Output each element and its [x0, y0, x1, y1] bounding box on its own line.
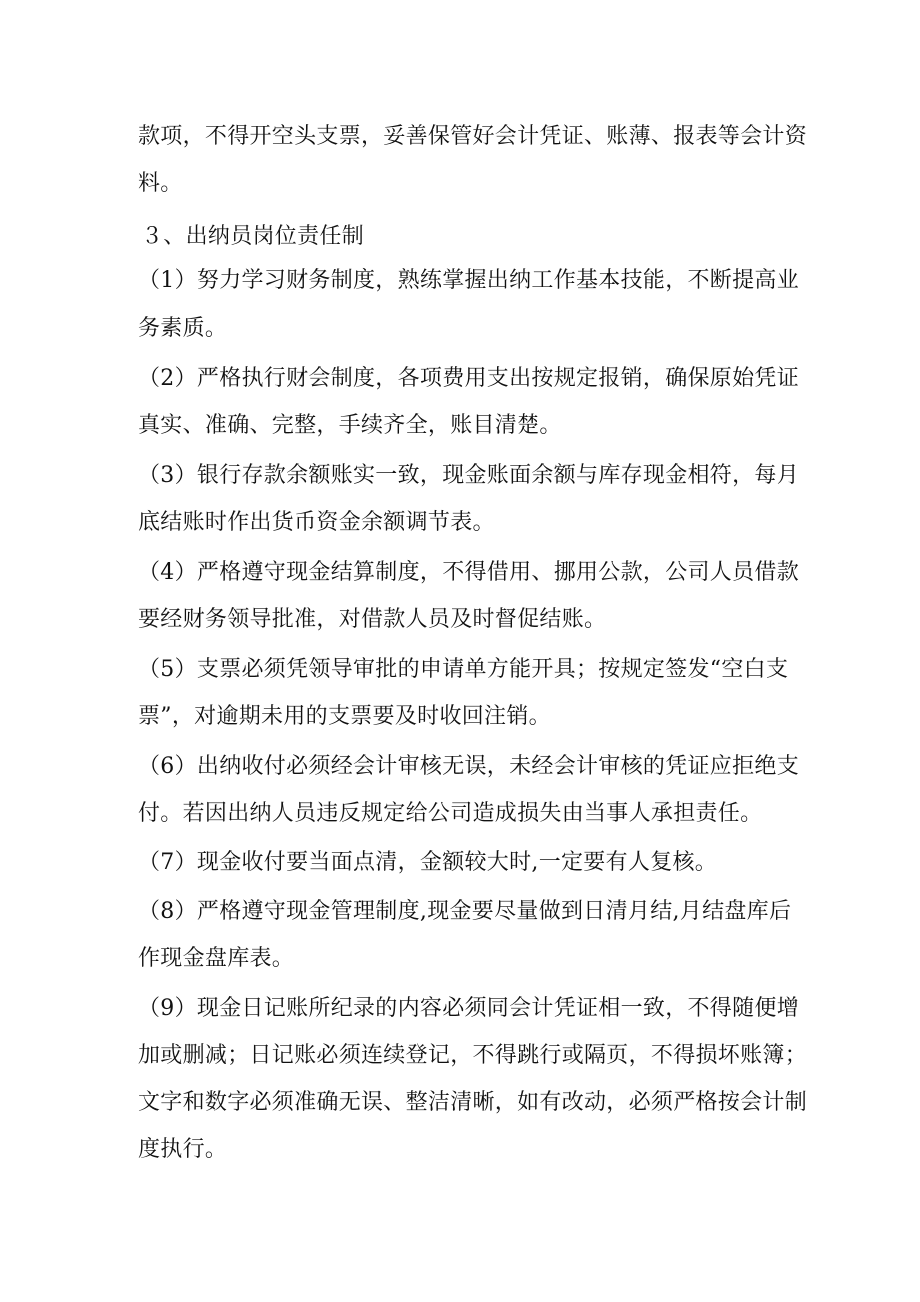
text-line: （4）严格遵守现金结算制度，不得借用、挪用公款，公司人员借款 — [138, 560, 799, 585]
text-line: （6）出纳收付必须经会计审核无误，未经会计审核的凭证应拒绝支 — [138, 754, 799, 779]
text-line: （7）现金收付要当面点清，金额较大时,一定要有人复核。 — [138, 850, 718, 875]
section-heading: ３、出纳员岗位责任制 — [141, 224, 365, 249]
text-line: 度执行。 — [138, 1137, 228, 1162]
text-line: 作现金盘库表。 — [138, 946, 295, 971]
text-line: （1）努力学习财务制度，熟练掌握出纳工作基本技能，不断提高业 — [138, 268, 799, 293]
text-line: 付。若因出纳人员违反规定给公司造成损失由当事人承担责任。 — [138, 801, 763, 826]
text-line: 务素质。 — [138, 316, 228, 341]
text-line: 加或删减；日记账必须连续登记，不得跳行或隔页，不得损坏账簿； — [138, 1043, 808, 1068]
text-line: 真实、准确、完整，手续齐全，账目清楚。 — [138, 413, 562, 438]
text-line: 文字和数字必须准确无误、整洁清晰，如有改动，必须严格按会计制 — [138, 1090, 808, 1115]
text-line: 料。 — [138, 171, 183, 196]
text-line: 底结账时作出货币资金余额调节表。 — [138, 510, 495, 535]
text-line: 要经财务领导批准，对借款人员及时督促结账。 — [138, 607, 607, 632]
text-line: 票”，对逾期未用的支票要及时收回注销。 — [138, 704, 551, 729]
text-line: （2）严格执行财会制度，各项费用支出按规定报销，确保原始凭证 — [138, 366, 799, 391]
text-line: （3）银行存款余额账实一致，现金账面余额与库存现金相符，每月 — [138, 463, 799, 488]
text-line: （8）严格遵守现金管理制度,现金要尽量做到日清月结,月结盘库后 — [138, 899, 792, 924]
text-line: （9）现金日记账所纪录的内容必须同会计凭证相一致，不得随便增 — [138, 996, 799, 1021]
text-line: 款项，不得开空头支票，妥善保管好会计凭证、账薄、报表等会计资 — [138, 124, 808, 149]
text-line: （5）支票必须凭领导审批的申请单方能开具；按规定签发“空白支 — [138, 657, 789, 682]
